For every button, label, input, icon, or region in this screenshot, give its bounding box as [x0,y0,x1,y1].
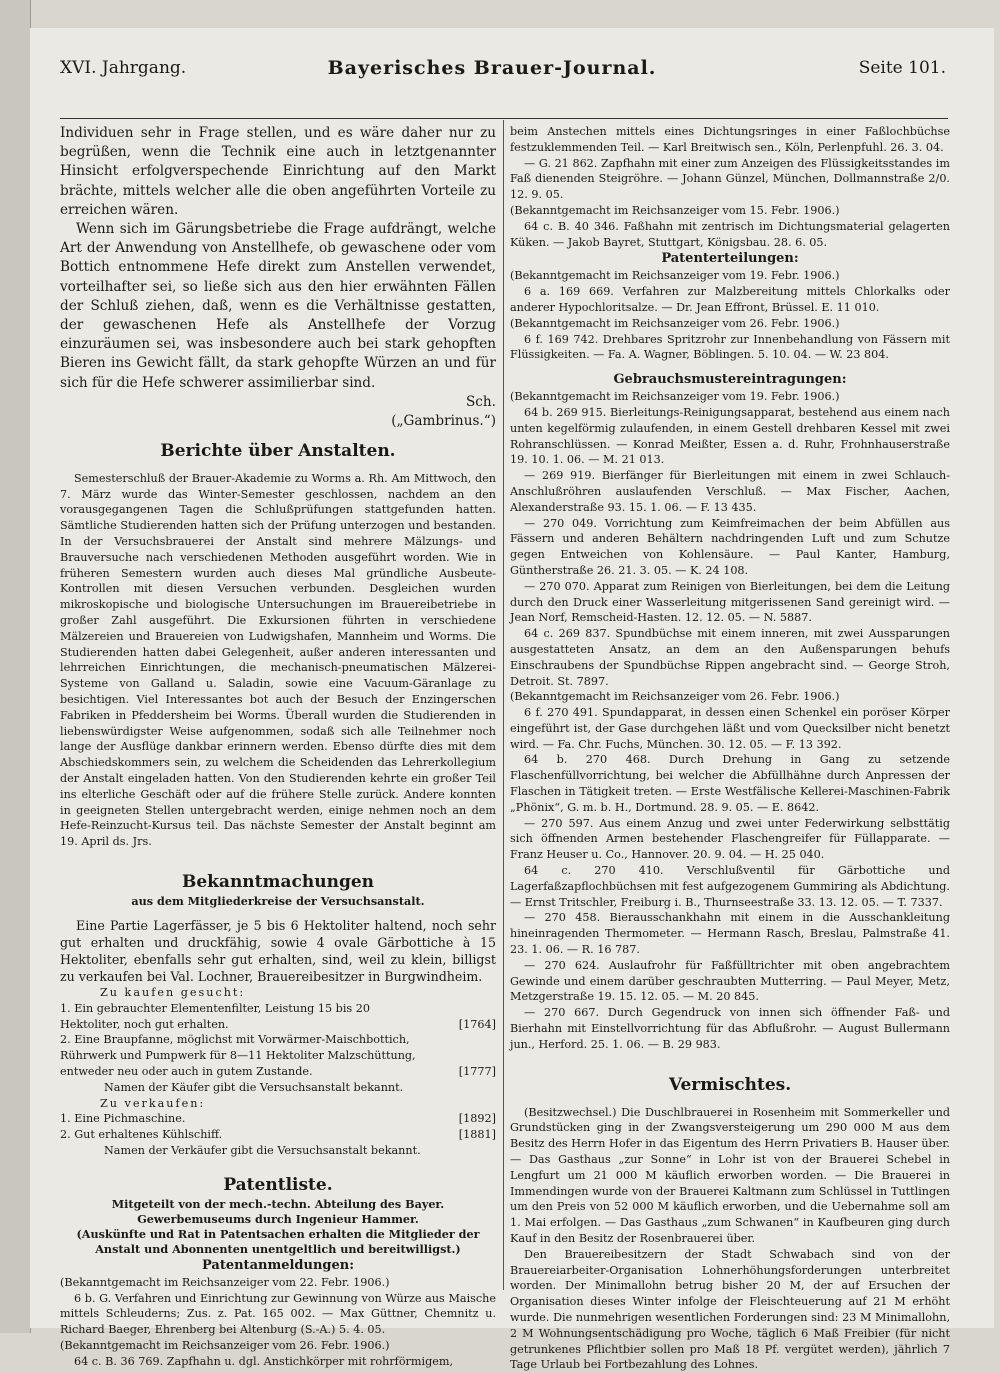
patent-entry: 6 f. 169 742. Drehbares Spritzrohr zur Innenbehandlung von Fässern mit Flüssigkeiten. — Fa. A. Wagner, Böblingen. 5. 10. 04. — W. 23 804. [510,332,950,362]
header-rule [60,118,948,119]
verkaufen-note: Namen der Verkäufer gibt die Versuchsanstalt bekannt. [104,1143,421,1157]
gebrauchsmuster-entry: — 269 919. Bierfänger für Bierleitungen mit einem in zwei Schlauch-Anschlußröhren auslaufenden Verschluß. — Max Fischer, Aachen, Alexanderstraße 93. 15. 1. 06. — F. 13 435. [510,469,950,514]
patent-entry: (Bekanntgemacht im Reichsanzeiger vom 26. Febr. 1906.) [60,1338,390,1352]
gesucht-item [60,1032,496,1079]
gebrauchsmuster-entry: (Bekanntgemacht im Reichsanzeiger vom 19. Febr. 1906.) [510,390,840,404]
volume-label: XVI. Jahrgang. [60,58,187,78]
gesucht-note: Namen der Käufer gibt die Versuchsanstalt bekannt. [104,1080,404,1094]
gebrauchsmuster-entry: — 270 624. Auslaufrohr für Faßfülltrichter mit oben angebrachtem Gewinde und einem darüber geschraubten Mutterring. — Paul Meyer, Metz, Metzgerstraße 19. 15. 12. 05. — M. 20 845. [510,958,950,1004]
verkaufen-item-text: 1. Eine Pichmaschine. [60,1112,186,1126]
patentliste-subheading: Mitgeteilt von der mech.-techn. Abteilung des Bayer. Gewerbemuseums durch Ingenieur Hammer. [111,1196,445,1226]
gebrauchsmuster-entry: 6 f. 270 491. Spundapparat, in dessen einen Schenkel ein poröser Körper eingeführt ist, der Gase durchgehen läßt und vom Quecksilber nicht benetzt wird. — Fa. Chr. Fuchs, München. 30. 12. 05. — F. 13 392. [510,706,950,751]
intro-paragraph-2: Wenn sich im Gärungsbetriebe die Frage aufdrängt, welche Art der Anwendung von Anstellhefe, ob gewaschene oder vom Bottich entnommene Hefe direkt zum Anstellen verwendet, vorteilhafter sei, so ließe sich aus den hier erwähnten Fällen der Schluß ziehen, daß, wenn es die Verhältnisse gestatten, der gewaschenen Hefe als Anstellhefe der Vorzug einzuräumen sei, was insbesondere auch bei stark gehopften Bieren ins Gewicht fällt, da stark gehopfte Würzen an und für sich für die Hefe schwerer assimilierbar sind. [60,221,496,391]
patent-entry: 64 c. B. 40 346. Faßhahn mit zentrisch im Dichtungsmaterial gelagerten Küken. — Jakob Bayret, Stuttgart, Königsbau. 28. 6. 05. [510,219,950,249]
gebrauchsmuster-entry: — 270 070. Apparat zum Reinigen von Bierleitungen, bei dem die Leitung durch den Druck einer Wasserleitung mitgerissenen Sand gereinigt wird. — Jean Norf, Remscheid-Hasten. 12. 12. 05. — N. 5887. [510,579,950,625]
article-source: („Gambrinus.“) [391,412,496,429]
vermischtes-paragraph: (Besitzwechsel.) Die Duschlbrauerei in Rosenheim mit Sommerkeller und Grundstücken ging in der Zwangsversteigerung um 290 000 M aus dem Besitz des Herrn Hofer in das Eigentum des Herrn Privatiers B. Hauser über. — Das Gasthaus „zur Sonne“ in Lohr ist von der Brauerei Schebel in Lengfurt um 21 000 M käuflich erworben worden. — Die Brauerei in Immendingen wurde von der Brauerei Kaltmann zum Schlüssel in Tuttlingen um den Preis von 52 000 M käuflich erworben, und die Uebernahme soll am 1. Mai erfolgen. — Das Gasthaus „zum Schwanen“ in Kaufbeuren ging durch Kauf in den Besitz der Rosenbrauerei über. [510,1105,950,1245]
berichte-heading: Berichte über Anstalten. [160,440,396,461]
left-column [60,124,496,1368]
article-signature: Sch. [465,393,496,410]
patenterteilungen-heading: Patenterteilungen: [661,251,799,267]
gesucht-item [60,1001,496,1033]
journal-title: Bayerisches Brauer-Journal. [327,57,657,79]
patent-entry: (Bekanntgemacht im Reichsanzeiger vom 22. Febr. 1906.) [60,1275,390,1289]
zu-verkaufen-label: Zu verkaufen: [100,1096,206,1110]
patentanmeldungen-heading: Patentanmeldungen: [201,1257,355,1273]
verkaufen-item-text: 2. Gut erhaltenes Kühlschiff. [60,1128,223,1142]
bekanntmachungen-paragraph: Eine Partie Lagerfässer, je 5 bis 6 Hektoliter haltend, noch sehr gut erhalten und druckfähig, sowie 4 ovale Gärbottiche à 15 Hektoliter, ebenfalls sehr gut erhalten, sind, weil zu klein, billigst zu verkaufen bei Val. Lochner, Brauereibesitzer in Burgwindheim. [60,917,496,984]
zu-kaufen-gesucht-label: Zu kaufen gesucht: [100,985,246,999]
gesucht-item-text: 1. Ein gebrauchter Elementenfilter, Leistung 15 bis 20 Hektoliter, noch gut erhalten. [60,1001,370,1031]
gebrauchsmuster-heading: Gebrauchsmustereintragungen: [613,372,847,388]
right-column [510,124,950,1372]
patent-entry: — G. 21 862. Zapfhahn mit einer zum Anzeigen des Flüssigkeitsstandes im Faß dienenden Steigröhre. — Johann Günzel, München, Dollmannstraße 2/0. 12. 9. 05. [510,156,950,202]
intro-paragraph-1: Individuen sehr in Frage stellen, und es wäre daher nur zu begrüßen, wenn die Technik eine auch in letztgenannter Hinsicht erfolgverspechende Einrichtung auf den Markt brächte, mittels welcher alle die oben angeführten Vorteile zu erreichen wären. [60,125,496,218]
patent-entry: (Bekanntgemacht im Reichsanzeiger vom 19. Febr. 1906.) [510,269,840,283]
column-divider [503,120,504,1290]
gebrauchsmuster-entry: — 270 049. Vorrichtung zum Keimfreimachen der beim Abfüllen aus Fässern und anderen Behältern nachdringenden Luft und zum Schutze gegen Entweichen von Kohlensäure. — Paul Kanter, Hamburg, Güntherstraße 26. 21. 3. 05. — K. 24 108. [510,516,950,577]
vermischtes-paragraph: Den Brauereibesitzern der Stadt Schwabach sind von der Brauereiarbeiter-Organisation Lohnerhöhungsforderungen unterbreitet worden. Der Minimallohn betrug bisher 20 M, der auf Ersuchen der Organisation dieses Winter infolge der Fleischteuerung auf 21 M erhöht wurde. Die nunmehrigen wesentlichen Forderungen sind: 23 M Minimallohn, 2 M Wohnungsentschädigung pro Woche, täglich 6 Maß Freibier (für nicht getrunkenes Pflichtbier sollen pro Maß 18 Pf. vergütet werden), jährlich 7 Tage Urlaub bei Fortbezahlung des Lohnes. [510,1247,950,1372]
adjacent-page-edge [0,0,31,1333]
bekanntmachungen-subheading: aus dem Mitgliederkreise der Versuchsanstalt. [131,893,425,908]
verkaufen-item-ref: [1892] [458,1112,496,1126]
gebrauchsmuster-entry: 64 c. 270 410. Verschlußventil für Gärbottiche und Lagerfaßzapflochbüchsen mit fest aufgezogenem Gummiring als Abdichtung. — Ernst Tritschler, Freiburg i. B., Thurnseestraße 33. 13. 12. 05. — T. 7337. [510,864,950,909]
verkaufen-item-ref: [1881] [458,1128,496,1142]
patent-entry: 64 c. B. 36 769. Zapfhahn u. dgl. Anstichkörper mit rohrförmigem, [74,1354,454,1368]
gebrauchsmuster-entry: 64 c. 269 837. Spundbüchse mit einem inneren, mit zwei Aussparungen ausgestatteten Ansatz, an dem an den Außensparungen behufs Einschraubens der Spundbüchse Rippen angebracht sind. — George Stroh, Detroit. St. 7897. [510,627,950,688]
gesucht-item-ref: [1764] [458,1017,496,1031]
gebrauchsmuster-entry: (Bekanntgemacht im Reichsanzeiger vom 26. Febr. 1906.) [510,690,840,704]
gebrauchsmuster-entry: — 270 458. Bierausschankhahn mit einem in die Ausschankleitung hineinragenden Thermometer. — Hermann Rasch, Breslau, Palmstraße 41. 23. 1. 06. — R. 16 787. [510,911,950,957]
gebrauchsmuster-entry: — 270 597. Aus einem Anzug und zwei unter Federwirkung selbsttätig sich öffnenden Armen bestehender Flaschengreifer für Füllapparate. — Franz Heuser u. Co., Hannover. 20. 9. 04. — H. 25 040. [510,816,950,862]
gebrauchsmuster-entry: — 270 667. Durch Gegendruck von innen sich öffnender Faß- und Bierhahn mit Einstellvorrichtung für das Abflußrohr. — August Bullermann jun., Herford. 25. 1. 06. — B. 29 983. [510,1006,950,1051]
gesucht-item-ref: [1777] [458,1064,496,1078]
verkaufen-item [60,1111,496,1127]
patent-entry: 6 a. 169 669. Verfahren zur Malzbereitung mittels Chlorkalks oder anderer Hypochloritsalze. — Dr. Jean Effront, Brüssel. E. 11 010. [510,285,950,314]
bekanntmachungen-heading: Bekanntmachungen [181,871,375,892]
vermischtes-heading: Vermischtes. [668,1074,792,1095]
patent-entry: (Bekanntgemacht im Reichsanzeiger vom 26. Febr. 1906.) [510,316,840,330]
page-number: Seite 101. [858,58,946,78]
berichte-paragraph: Semesterschluß der Brauer-Akademie zu Worms a. Rh. Am Mittwoch, den 7. März wurde das Winter-Semester geschlossen, nachdem an den vorausgegangenen Tagen die Schlußprüfungen stattgefunden hatten. Sämtliche Studierenden hatten sich der Prüfung unterzogen und bestanden. In der Versuchsbrauerei der Anstalt sind mehrere Mälzungs- und Brauversuche nach verschiedenen Methoden ausgeführt worden. Wie in früheren Semestern wurden auch dieses Mal gründliche Ausbeute-Kontrollen mit diesen Versuchen verbunden. Desgleichen wurden mikroskopische und biologische Untersuchungen im Brauereibetriebe in großer Zahl ausgeführt. Die Exkursionen führten in verschiedene Mälzereien und Brauereien von Ludwigshafen, Mannheim und Worms. Die Studierenden hatten dabei Gelegenheit, außer anderen interessanten und lehrreichen Einrichtungen, die mechanisch-pneumatischen Mälzerei-Systeme von Galland u. Saladin, sowie eine Vacuum-Gäranlage zu besichtigen. Viel Interessantes bot auch der Besuch der Enzingerschen Fabriken in Pfeddersheim bei Worms. Überall wurden die Studierenden in liebenswürdigster Weise aufgenommen, sodaß sich alle Teilnehmer noch lange der Ausflüge dankbar erinnern werden. Ebenso dürfte dies mit dem Abschiedskommers sein, zu welchem die Scheidenden das Lehrerkollegium der Anstalt eingeladen hatten. Von den Studierenden kehrte ein großer Teil ins elterliche Geschäft oder auf die frühere Stelle zurück. Andere konnten in geeigneten Stellen untergebracht werden, einige nehmen noch an dem Hefe-Reinzucht-Kursus teil. Das nächste Semester der Anstalt beginnt am 19. April ds. Jrs. [60,471,496,849]
patent-entry: 6 b. G. Verfahren und Einrichtung zur Gewinnung von Würze aus Maische mittels Schleuderns; Zus. z. Pat. 165 002. — Max Güttner, Chemnitz u. Richard Baeger, Ehrenberg bei Altenburg (S.-A.) 5. 4. 05. [60,1291,496,1337]
patentliste-heading: Patentliste. [223,1174,333,1195]
gebrauchsmuster-entry: 64 b. 269 915. Bierleitungs-Reinigungsapparat, bestehend aus einem nach unten kegelförmig zulaufenden, in einem Gestell drehbaren Kessel mit zwei Rohranschlüssen. — Konrad Meißter, Essen a. d. Ruhr, Frohnhauserstraße 19. 10. 1. 06. — M. 21 013. [510,405,950,467]
patent-entry: (Bekanntgemacht im Reichsanzeiger vom 15. Febr. 1906.) [510,203,840,217]
patent-entry: beim Anstechen mittels eines Dichtungsringes in einer Faßlochbüchse festzuklemmenden Teil. — Karl Breitwisch sen., Köln, Perlenpfuhl. 26. 3. 04. [510,125,950,154]
gebrauchsmuster-entry: 64 b. 270 468. Durch Drehung in Gang zu setzende Flaschenfüllvorrichtung, bei welcher die Abfüllhähne durch Anpressen der Flaschen in Tätigkeit treten. — Erste Westfälische Kellerei-Maschinen-Fabrik „Phönix“, G. m. b. H., Dortmund. 28. 9. 05. — E. 8642. [510,753,950,814]
verkaufen-item [60,1127,496,1143]
gesucht-item-text: 2. Eine Braupfanne, möglichst mit Vorwärmer-Maischbottich, Rührwerk und Pumpwerk für 8—11 Hektoliter Malzschüttung, entweder neu oder auch in gutem Zustande. [60,1033,416,1078]
patentliste-note: (Auskünfte und Rat in Patentsachen erhalten die Mitglieder der Anstalt und Abonnenten unentgeltlich und bereitwilligst.) [76,1226,480,1256]
page-header [32,58,952,84]
